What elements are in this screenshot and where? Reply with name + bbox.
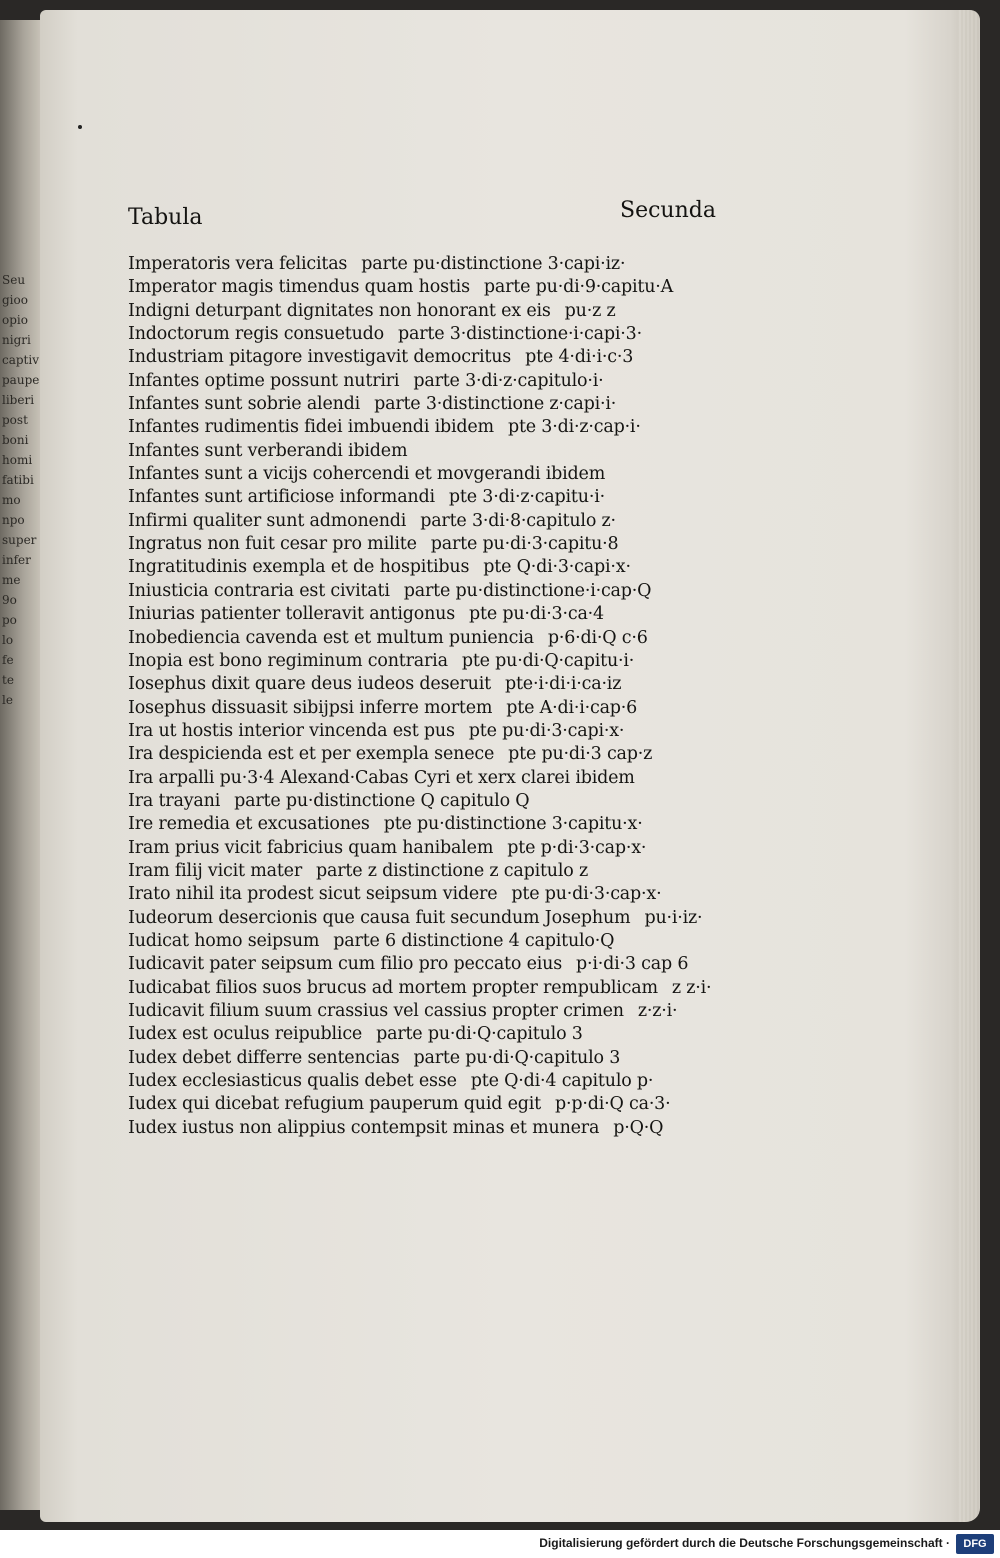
index-entry (128, 253, 748, 276)
entry-text: Infantes sunt sobrie alendi (128, 394, 361, 415)
entry-reference: parte 3·di·8·capitulo z· (420, 510, 616, 531)
entry-text: Ingratitudinis exempla et de hospitibus (128, 557, 470, 578)
index-entry (128, 790, 748, 813)
index-entry (128, 580, 748, 603)
entry-reference: p·p·di·Q ca·3· (554, 1094, 671, 1115)
entry-text: Iram prius vicit fabricius quam hanibalem (128, 837, 494, 858)
entry-reference: z z·i· (671, 977, 712, 998)
index-entry (128, 603, 748, 626)
index-entry (128, 813, 748, 836)
index-entry (128, 837, 748, 860)
entry-reference: parte pu·di·9·capitu·A (483, 277, 674, 298)
entry-reference: z·z·i· (637, 1001, 678, 1021)
left-page-text-fragments: Seu gioo opio nigri captiv paupe liberi post boni homi fatibi mo npo super infer me 9o po lo fe te le (2, 273, 40, 707)
entry-reference: parte 3·di·z·capitulo·i· (413, 370, 604, 391)
index-entry (128, 276, 748, 299)
index-entry (128, 1047, 748, 1070)
entry-reference: parte pu·di·3·capitu·8 (430, 534, 619, 555)
index-entry (128, 743, 748, 766)
entry-text: Iudex qui dicebat refugium pauperum quid egit (128, 1094, 541, 1115)
index-entry (128, 416, 748, 439)
entry-text: Ira ut hostis interior vincenda est pus (128, 720, 455, 741)
entry-text: Irato nihil ita prodest sicut seipsum videre (128, 884, 498, 905)
entry-text: Iram filij vicit mater (128, 860, 302, 881)
entry-text: Ira trayani (128, 790, 221, 811)
index-entry-list (128, 253, 748, 1140)
index-entry (128, 510, 748, 533)
running-head-left: Tabula (128, 205, 203, 230)
entry-reference: pte Q·di·3·capi·x· (483, 557, 631, 578)
entry-text: Iudex debet differre sentencias (128, 1047, 400, 1068)
entry-text: Industriam pitagore investigavit democritus (128, 347, 512, 368)
index-entry (128, 1117, 748, 1140)
entry-reference: pte pu·di·3·cap·x· (511, 884, 662, 905)
entry-reference: p·i·di·3 cap 6 (576, 954, 689, 975)
index-entry (128, 393, 748, 416)
entry-reference: pu·z z (564, 300, 616, 321)
entry-reference: pte pu·distinctione 3·capitu·x· (383, 814, 643, 835)
index-entry (128, 1070, 748, 1093)
entry-reference: parte pu·distinctione·i·cap·Q (403, 580, 652, 601)
entry-text: Iudex est oculus reipublice (128, 1024, 363, 1045)
entry-text: Iniusticia contraria est civitati (128, 580, 390, 601)
index-entry (128, 977, 748, 1000)
entry-reference: parte pu·distinctione 3·capi·iz· (361, 254, 626, 274)
entry-text: Indoctorum regis consuetudo (128, 324, 385, 345)
digitization-footer (0, 1530, 1000, 1558)
entry-text: Infantes rudimentis fidei imbuendi ibidem (128, 417, 494, 438)
index-entry (128, 463, 748, 486)
ink-dot (78, 125, 82, 129)
index-entry (128, 300, 748, 323)
dfg-logo: DFG (956, 1534, 994, 1554)
funding-credit: Digitalisierung gefördert durch die Deutsche Forschungsgemeinschaft · (539, 1536, 950, 1550)
entry-reference: pte 3·di·z·capitu·i· (448, 487, 605, 508)
entry-text: Iudicabat filios suos brucus ad mortem propter rempublicam (128, 977, 658, 998)
index-entry (128, 860, 748, 883)
index-entry (128, 556, 748, 579)
entry-text: Indigni deturpant dignitates non honorant ex eis (128, 300, 551, 321)
entry-reference: parte pu·di·Q·capitulo 3 (413, 1047, 621, 1068)
index-entry (128, 440, 748, 463)
entry-text: Infirmi qualiter sunt admonendi (128, 510, 407, 531)
entry-reference: p·Q·Q (613, 1117, 664, 1138)
index-entry (128, 370, 748, 393)
entry-reference: pu·i·iz· (644, 907, 703, 928)
index-entry (128, 907, 748, 930)
index-entry (128, 697, 748, 720)
entry-reference: pte 4·di·i·c·3 (525, 347, 634, 368)
entry-text: Iudex ecclesiasticus qualis debet esse (128, 1071, 457, 1092)
entry-reference: pte pu·di·3·capi·x· (468, 720, 625, 741)
index-entry (128, 1023, 748, 1046)
running-head-right: Secunda (620, 198, 716, 223)
entry-text: Iniurias patienter tolleravit antigonus (128, 604, 455, 625)
entry-text: Ira arpalli pu·3·4 Alexand·Cabas Cyri et xerx clarei ibidem (128, 767, 635, 788)
entry-text: Iudeorum desercionis que causa fuit secundum Josephum (128, 907, 631, 928)
entry-text: Infantes optime possunt nutriri (128, 370, 400, 391)
entry-reference: pte A·di·i·cap·6 (506, 697, 638, 718)
index-entry (128, 953, 748, 976)
entry-text: Iudicavit pater seipsum cum filio pro peccato eius (128, 954, 562, 975)
entry-reference: pte Q·di·4 capitulo p· (470, 1071, 654, 1092)
index-entry (128, 720, 748, 743)
entry-text: Iudex iustus non alippius contempsit minas et munera (128, 1117, 600, 1138)
entry-text: Ire remedia et excusationes (128, 814, 370, 835)
entry-reference: pte 3·di·z·cap·i· (507, 417, 641, 438)
index-entry (128, 533, 748, 556)
entry-reference: p·6·di·Q c·6 (547, 627, 648, 648)
entry-reference: pte·i·di·i·ca·iz (504, 674, 622, 695)
entry-reference: pte p·di·3·cap·x· (507, 837, 647, 858)
entry-text: Inopia est bono regiminum contraria (128, 650, 448, 671)
index-entry (128, 323, 748, 346)
entry-text: Iudicat homo seipsum (128, 930, 320, 951)
index-entry (128, 627, 748, 650)
index-entry (128, 883, 748, 906)
entry-reference: pte pu·di·3 cap·z (508, 744, 653, 765)
index-entry (128, 930, 748, 953)
entry-text: Imperatoris vera felicitas (128, 254, 348, 274)
entry-reference: parte z distinctione z capitulo z (315, 860, 588, 881)
entry-reference: pte pu·di·Q·capitu·i· (461, 650, 635, 671)
entry-reference: parte 6 distinctione 4 capitulo·Q (333, 930, 615, 951)
entry-reference: pte pu·di·3·ca·4 (469, 604, 604, 625)
index-entry (128, 767, 748, 790)
entry-text: Imperator magis timendus quam hostis (128, 277, 470, 298)
entry-text: Infantes sunt a vicijs cohercendi et movgerandi ibidem (128, 464, 606, 485)
entry-reference: parte 3·distinctione·i·capi·3· (398, 324, 642, 345)
entry-text: Iosephus dissuasit sibijpsi inferre mortem (128, 697, 493, 718)
index-entry (128, 1093, 748, 1116)
entry-reference: parte pu·distinctione Q capitulo Q (234, 790, 530, 811)
entry-text: Iosephus dixit quare deus iudeos deseruit (128, 674, 491, 695)
page-edge-shading (958, 10, 980, 1522)
index-entry (128, 346, 748, 369)
entry-reference: parte pu·di·Q·capitulo 3 (376, 1024, 583, 1045)
entry-text: Ingratus non fuit cesar pro milite (128, 534, 417, 555)
index-entry (128, 650, 748, 673)
entry-reference: parte 3·distinctione z·capi·i· (374, 394, 617, 415)
index-entry (128, 1000, 748, 1023)
entry-text: Infantes sunt artificiose informandi (128, 487, 435, 508)
entry-text: Ira despicienda est et per exempla senece (128, 744, 495, 765)
index-entry (128, 486, 748, 509)
entry-text: Inobediencia cavenda est et multum puniencia (128, 627, 534, 648)
index-entry (128, 673, 748, 696)
entry-text: Iudicavit filium suum crassius vel cassius propter crimen (128, 1001, 624, 1021)
entry-text: Infantes sunt verberandi ibidem (128, 440, 408, 461)
